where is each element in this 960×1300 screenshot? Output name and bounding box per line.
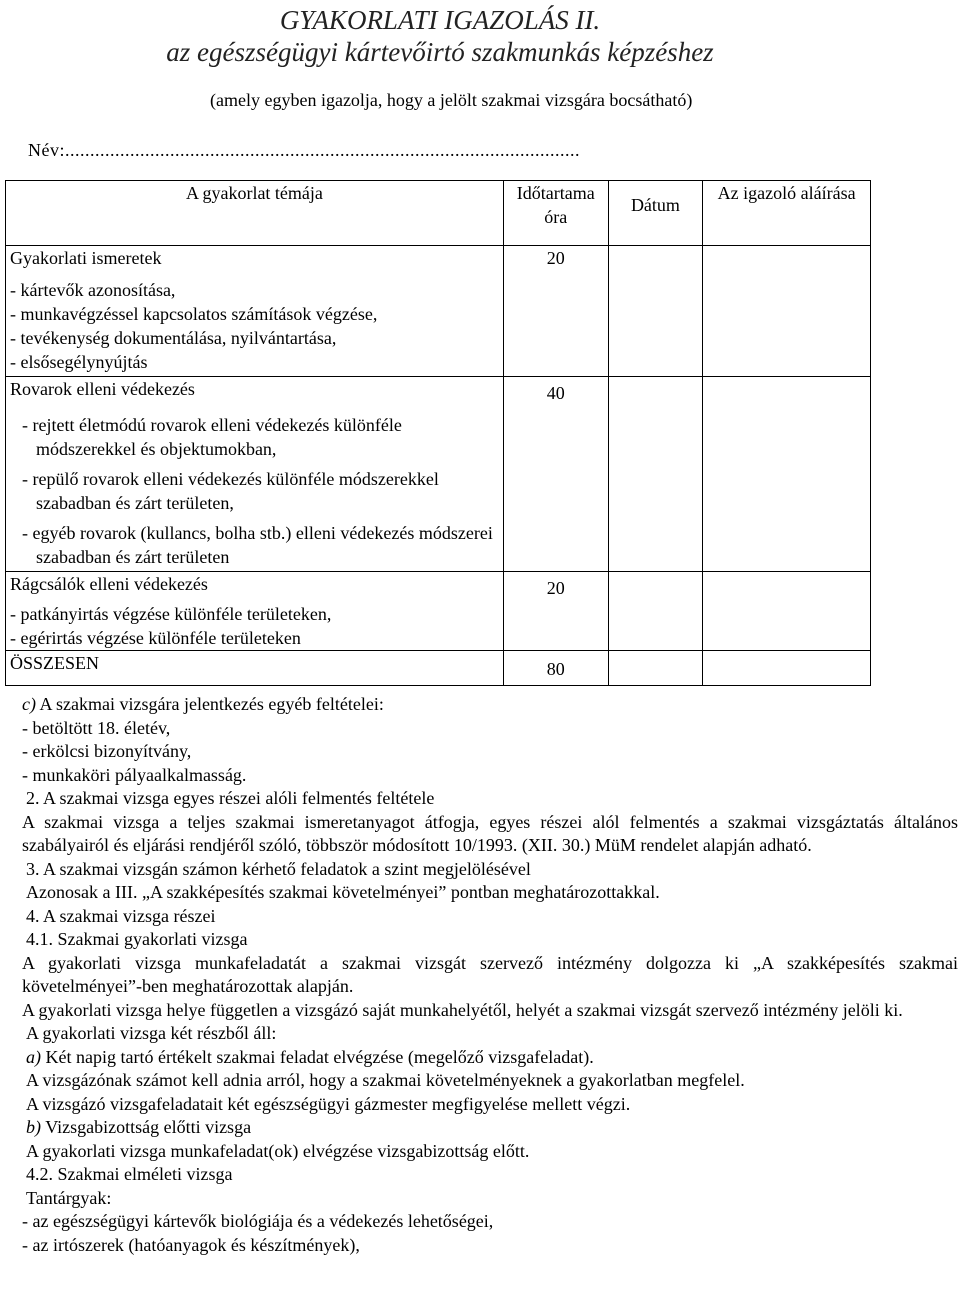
- section-41-paragraph: A gyakorlati vizsga két részből áll:: [26, 1023, 277, 1043]
- c-prefix: c): [22, 694, 36, 714]
- signature-cell: [703, 246, 871, 377]
- part-a: [22, 1046, 958, 1070]
- section-41-paragraph: A vizsgázónak számot kell adnia arról, hogy a szakmai követelményeknek a gyakorlatban megfelel.: [26, 1070, 745, 1090]
- section-41-paragraph: A vizsgázó vizsgafeladatait két egészségügyi gázmester megfigyelése mellett végzi.: [26, 1093, 631, 1114]
- header-signature: Az igazoló aláírása: [703, 181, 871, 246]
- section-c-heading: [22, 693, 958, 717]
- b-text: Vizsgabizottság előtti vizsga: [45, 1117, 252, 1137]
- date-cell: [608, 377, 703, 572]
- section-title: Gyakorlati ismeretek: [10, 248, 162, 268]
- section-41-paragraph: A gyakorlati vizsga munkafeladat(ok) elvégzése vizsgabizottság előtt.: [26, 1140, 530, 1161]
- date-cell: [608, 572, 703, 651]
- section-title: Rágcsálók elleni védekezés: [10, 574, 208, 594]
- list-item: - munkavégzéssel kapcsolatos számítások végzése,: [10, 304, 378, 324]
- section-41-paragraph: [2, 952, 958, 999]
- topic-cell: [6, 572, 504, 651]
- total-hours: 80: [503, 651, 608, 686]
- c-heading-text: A szakmai vizsgára jelentkezés egyéb feltételei:: [39, 694, 384, 714]
- list-item: - munkaköri pályaalkalmasság.: [22, 764, 247, 785]
- header-duration-line2: óra: [544, 207, 568, 227]
- document-body: [22, 693, 958, 1257]
- practice-table: [5, 180, 871, 686]
- list-item: - egérirtás végzése különféle területeken: [10, 628, 301, 648]
- section-4-heading: 4. A szakmai vizsga részei: [26, 905, 216, 926]
- list-item: - betöltött 18. életév,: [22, 717, 171, 738]
- date-cell: [608, 246, 703, 377]
- table-total-row: [6, 651, 871, 686]
- signature-cell: [703, 651, 871, 686]
- section-title: Rovarok elleni védekezés: [10, 379, 195, 399]
- list-item: - repülő rovarok elleni védekezés különféle módszerekkel szabadban és zárt területen,: [22, 469, 439, 513]
- hours-cell: 20: [503, 246, 608, 377]
- document-title: GYAKORLATI IGAZOLÁS II.: [279, 5, 601, 35]
- section-2-text-content: A szakmai vizsga a teljes szakmai ismeretanyagot átfogja, egyes részei alól felmentés a szakmai vizsgáztatás általános szabályairól és eljárási rendjéről szóló, többször módosított 10/1993. (XII. 30.) MüM rendelet alapján adható.: [22, 811, 958, 855]
- table-row: [6, 246, 871, 377]
- document-note: (amely egyben igazolja, hogy a jelölt szakmai vizsgára bocsátható): [210, 90, 693, 110]
- header-duration-line1: Időtartama: [516, 183, 595, 203]
- list-item: - erkölcsi bizonyítvány,: [22, 741, 192, 761]
- paragraph-text: A gyakorlati vizsga helye független a vizsgázó saját munkahelyétől, helyét a szakmai vizsgát szervező intézmény jelöli ki.: [22, 999, 903, 1020]
- table-header-row: [6, 181, 871, 246]
- section-3-heading: 3. A szakmai vizsgán számon kérhető feladatok a szint megjelölésével: [26, 858, 531, 879]
- b-prefix: b): [26, 1117, 41, 1137]
- list-item: - az irtószerek (hatóanyagok és készítmények),: [22, 1234, 360, 1255]
- a-text: Két napig tartó értékelt szakmai feladat elvégzése (megelőző vizsgafeladat).: [45, 1046, 594, 1067]
- list-item: - rejtett életmódú rovarok elleni védekezés különféle módszerekkel és objektumokban,: [22, 415, 402, 459]
- topic-cell: [6, 246, 504, 377]
- list-item: - elsősegélynyújtás: [10, 352, 148, 372]
- section-41-heading: 4.1. Szakmai gyakorlati vizsga: [26, 929, 248, 949]
- section-41-paragraph: [2, 999, 958, 1023]
- part-b: [22, 1116, 958, 1140]
- date-cell: [608, 651, 703, 686]
- header-date: Dátum: [608, 181, 703, 246]
- section-42-heading: 4.2. Szakmai elméleti vizsga: [26, 1164, 233, 1184]
- section-3-text: Azonosak a III. „A szakképesítés szakmai követelményei” pontban meghatározottakkal.: [26, 882, 660, 902]
- a-prefix: a): [26, 1046, 41, 1067]
- list-item: - tevékenység dokumentálása, nyilvántartása,: [10, 328, 337, 348]
- document-subtitle-title: az egészségügyi kártevőirtó szakmunkás képzéshez: [166, 37, 714, 67]
- list-item: - patkányirtás végzése különféle területeken,: [10, 604, 332, 624]
- total-label: ÖSSZESEN: [6, 651, 504, 686]
- table-row: [6, 377, 871, 572]
- list-item: - az egészségügyi kártevők biológiája és a védekezés lehetőségei,: [22, 1211, 494, 1231]
- paragraph-text: A gyakorlati vizsga munkafeladatát a szakmai vizsgát szervező intézmény dolgozza ki „A szakképesítés szakmai követelményei”-ben meghatározottak alapján.: [22, 952, 958, 996]
- header-topic: A gyakorlat témája: [6, 181, 504, 246]
- list-item: - kártevők azonosítása,: [10, 280, 176, 300]
- header-duration: [503, 181, 608, 246]
- subjects-heading: Tantárgyak:: [26, 1187, 112, 1208]
- hours-cell: 20: [503, 572, 608, 651]
- list-item: - egyéb rovarok (kullancs, bolha stb.) elleni védekezés módszerei szabadban és zárt területen: [22, 523, 493, 567]
- table-row: [6, 572, 871, 651]
- hours-cell: 40: [503, 377, 608, 572]
- name-field-label: Név:.......................................................................................................: [28, 140, 580, 160]
- signature-cell: [703, 377, 871, 572]
- signature-cell: [703, 572, 871, 651]
- section-2-heading: 2. A szakmai vizsga egyes részei alóli felmentés feltétele: [26, 788, 435, 808]
- section-2-text: [2, 811, 958, 858]
- topic-cell: [6, 377, 504, 572]
